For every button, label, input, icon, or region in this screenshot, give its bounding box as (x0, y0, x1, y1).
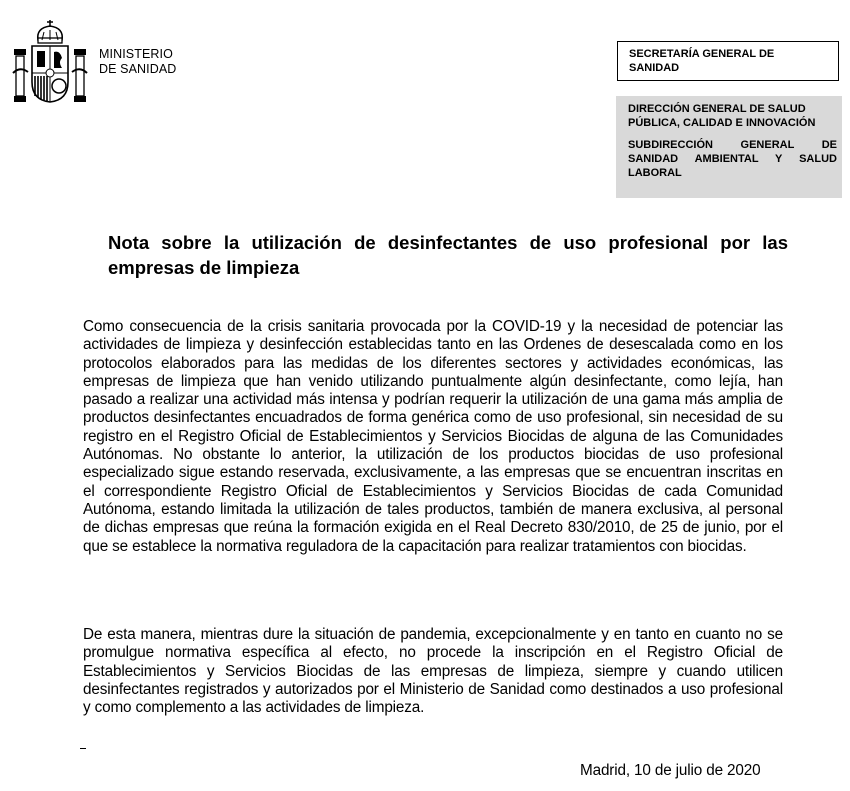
ministry-name (99, 47, 176, 77)
secretariat-line-2: SANIDAD (629, 62, 680, 74)
secretariat-box (617, 41, 839, 81)
date-line: Madrid, 10 de julio de 2020 (580, 762, 761, 779)
directorate-line-2: PÚBLICA, CALIDAD E INNOVACIÓN (628, 117, 816, 129)
paragraph-1: Como consecuencia de la crisis sanitaria provocada por la COVID-19 y la necesidad de potenciar las actividades de limpieza y desinfección establecidas tanto en las Ordenes de desescalada como en los protocolos elaborados para las medidas de los diferentes sectores y actividades económicas, las empresas de limpieza que han venido utilizando puntualmente algún desinfectante, como lejía, han pasado a realizar una actividad más intensa y podrían requerir la utilización de una gama más amplia de productos desinfectantes encuadrados de forma genérica como de uso profesional, sin necesidad de su registro en el Registro Oficial de Establecimientos y Servicios Biocidas de alguna de las Comunidades Autónomas. No obstante lo anterior, la utilización de los productos biocidas de uso profesional especializado sigue estando reservada, exclusivamente, a las empresas que se encuentran inscritas en el correspondiente Registro Oficial de Establecimientos y Servicios Biocidas de cada Comunidad Autónoma, estando limitada la utilización de tales productos, también de manera exclusiva, al personal de dichas empresas que reúna la formación exigida en el Real Decreto 830/2010, de 25 de junio, por el que se establece la normativa reguladora de la capacitación para realizar tratamientos con biocidas. (83, 318, 783, 555)
directorate-box (616, 96, 842, 198)
ministry-line-2: DE SANIDAD (99, 62, 177, 76)
secretariat-line-1: SECRETARÍA GENERAL DE (629, 48, 775, 60)
ministry-line-1: MINISTERIO (99, 47, 173, 61)
document-title: Nota sobre la utilización de desinfectantes de uso profesional por las empresas de limpieza (108, 232, 788, 278)
spain-coat-of-arms-icon (12, 18, 88, 104)
stray-mark (80, 748, 86, 749)
directorate-line-1: DIRECCIÓN GENERAL DE SALUD (628, 103, 806, 115)
subdirectorate-name: SUBDIRECCIÓN GENERAL DE SANIDAD AMBIENTAL Y SALUD LABORAL (628, 139, 837, 179)
paragraph-2: De esta manera, mientras dure la situación de pandemia, excepcionalmente y en tanto en cuanto no se promulgue normativa específica al efecto, no procede la inscripción en el Registro Oficial de Establecimientos y Servicios Biocidas de las empresas de limpieza, siempre y cuando utilicen desinfectantes registrados y autorizados por el Ministerio de Sanidad como destinados a uso profesional y como complemento a las actividades de limpieza. (83, 626, 783, 717)
